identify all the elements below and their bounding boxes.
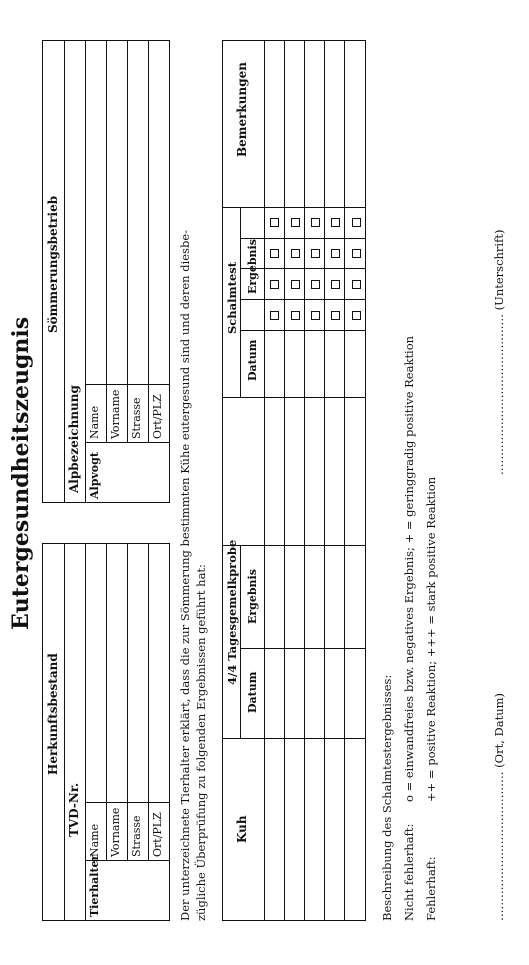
col-cmt-date: Datum (246, 339, 259, 381)
col-cmt-result: Ergebnis (246, 239, 259, 294)
origin-header: Herkunftsbestand (46, 653, 60, 775)
origin-field-vorname: Vorname (109, 807, 122, 857)
cmt-result-checkbox[interactable] (331, 218, 340, 227)
summer-table (42, 40, 170, 503)
results-table (222, 40, 366, 921)
summer-field-strasse: Strasse (130, 397, 143, 439)
cmt-grid-divider (240, 299, 366, 300)
cmt-result-checkbox[interactable] (270, 311, 279, 320)
cmt-result-checkbox[interactable] (291, 280, 300, 289)
alp-label: Alpbezeichnung (67, 385, 81, 493)
legend-ok-text: o = einwandfreies bzw. negatives Ergebnis; + = geringgradig positive Reaktion (402, 335, 416, 802)
col-milk-sample: 4/4 Tagesgemelkprobe (225, 539, 239, 685)
cmt-checkbox-grid (264, 208, 366, 331)
cmt-result-checkbox[interactable] (270, 249, 279, 258)
cmt-grid-divider (240, 238, 366, 239)
cmt-result-checkbox[interactable] (352, 218, 361, 227)
legend-bad-label: Fehlerhaft: (424, 856, 438, 921)
legend-bad-text: ++ = positive Reaktion; +++ = stark positive Reaktion (424, 476, 438, 802)
summer-field-ort: Ort/PLZ (151, 394, 164, 439)
cmt-result-checkbox[interactable] (311, 280, 320, 289)
col-cmt: Schalmtest (225, 261, 239, 334)
legend-title: Beschreibung des Schalmtestergebnisses: (380, 674, 394, 921)
cmt-result-checkbox[interactable] (311, 249, 320, 258)
cmt-result-checkbox[interactable] (311, 311, 320, 320)
signature-line: …………………………………… (Unterschrift) (492, 229, 506, 475)
summer-field-name: Name (88, 405, 101, 439)
cmt-result-checkbox[interactable] (291, 311, 300, 320)
cmt-result-checkbox[interactable] (270, 280, 279, 289)
cmt-result-checkbox[interactable] (331, 280, 340, 289)
declaration-line-2: zügliche Überprüfung zu folgenden Ergebnissen geführt hat: (194, 564, 208, 921)
cmt-result-checkbox[interactable] (270, 218, 279, 227)
summer-header: Sömmerungsbetrieb (46, 195, 60, 333)
origin-field-strasse: Strasse (130, 815, 143, 857)
cmt-result-checkbox[interactable] (352, 311, 361, 320)
col-milk-result: Ergebnis (246, 569, 259, 624)
cmt-result-checkbox[interactable] (331, 311, 340, 320)
legend-ok-label: Nicht fehlerhaft: (402, 823, 416, 921)
cmt-result-checkbox[interactable] (311, 218, 320, 227)
alpvogt-label: Alpvogt (88, 452, 101, 499)
page-title: Eutergesundheitszeugnis (8, 316, 34, 630)
place-date-line: ………………………………… (Ort, Datum) (492, 693, 506, 921)
col-milk-date: Datum (246, 671, 259, 713)
cmt-grid-divider (240, 268, 366, 269)
cmt-result-checkbox[interactable] (331, 249, 340, 258)
tvd-label: TVD-Nr. (67, 782, 81, 837)
cmt-result-checkbox[interactable] (291, 249, 300, 258)
owner-label: Tierhalter (88, 854, 101, 917)
cmt-result-checkbox[interactable] (291, 218, 300, 227)
cmt-result-checkbox[interactable] (352, 280, 361, 289)
origin-table (42, 543, 170, 921)
col-remarks: Bemerkungen (235, 62, 249, 157)
origin-field-ort: Ort/PLZ (151, 812, 164, 857)
cmt-result-checkbox[interactable] (352, 249, 361, 258)
summer-field-vorname: Vorname (109, 389, 122, 439)
origin-field-name: Name (88, 823, 101, 857)
declaration-line-1: Der unterzeichnete Tierhalter erklärt, dass die zur Sömmerung bestimmten Kühe eutergesund sind und deren diesbe- (178, 229, 192, 921)
col-kuh: Kuh (235, 815, 249, 843)
